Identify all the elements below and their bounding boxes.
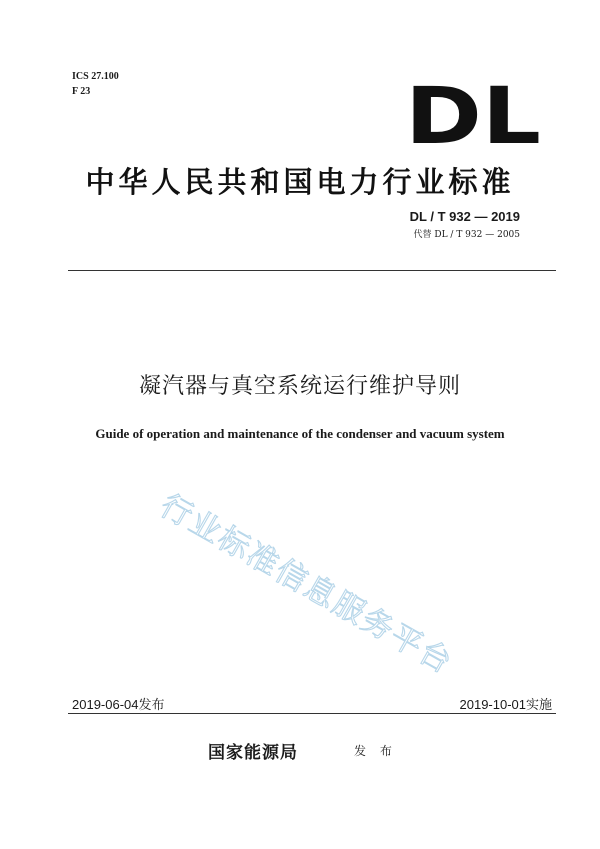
top-divider [68, 270, 556, 271]
publish-date: 2019-06-04发布 [72, 697, 165, 712]
ics-label: ICS [72, 71, 89, 82]
bottom-divider [68, 713, 556, 714]
standard-number: DL / T 932 — 2019 [409, 209, 520, 224]
ics-line [72, 69, 119, 84]
document-title-cn: 凝汽器与真空系统运行维护导则 [138, 374, 461, 399]
dl-logo-text: DL [405, 83, 541, 147]
ics-code: 27.100 [91, 71, 119, 82]
issuing-authority: 国家能源局 [208, 743, 298, 763]
document-title-en: Guide of operation and maintenance of the condenser and vacuum system [95, 426, 505, 441]
ccs-code: F 23 [72, 86, 91, 97]
standard-category-title: 中华人民共和国电力行业标准 [85, 165, 515, 199]
watermark-text: 行业标准信息服务平台 [154, 487, 460, 682]
publish-label: 发 布 [354, 744, 397, 758]
replaces-note: 代替 DL / T 932 — 2005 [413, 230, 520, 240]
dl-logo [403, 83, 543, 147]
classification-block [72, 69, 119, 99]
implement-date: 2019-10-01实施 [459, 697, 552, 712]
